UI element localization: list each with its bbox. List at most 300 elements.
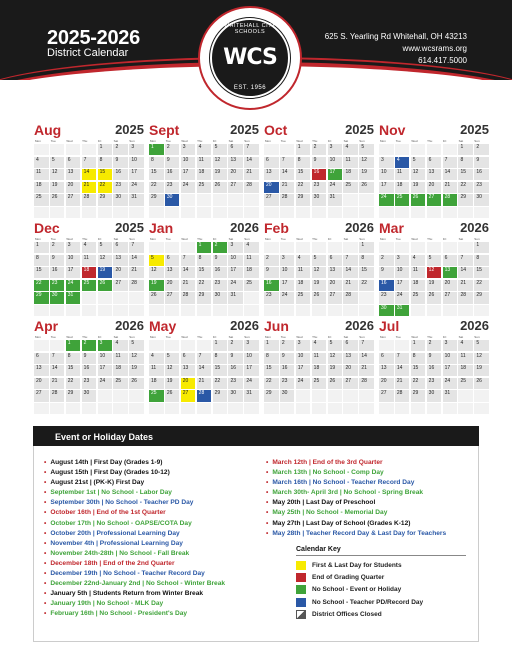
empty-cell bbox=[395, 207, 410, 218]
day-cell: 27 bbox=[443, 292, 458, 303]
empty-cell bbox=[411, 242, 426, 253]
empty-cell bbox=[165, 403, 180, 414]
day-cell: 29 bbox=[458, 194, 473, 205]
event-item: • December 22nd-January 2nd | No School - Winter Break bbox=[44, 579, 225, 589]
day-cell: 18 bbox=[82, 267, 97, 278]
day-cell: 4 bbox=[343, 144, 358, 155]
day-cell: 1 bbox=[98, 144, 113, 155]
day-cell: 7 bbox=[82, 157, 97, 168]
day-cell: 19 bbox=[98, 267, 113, 278]
day-cell: 11 bbox=[458, 353, 473, 364]
empty-cell bbox=[113, 207, 128, 218]
day-cell: 18 bbox=[244, 267, 259, 278]
empty-cell bbox=[328, 207, 343, 218]
day-cell: 15 bbox=[296, 169, 311, 180]
weekday-label: Fri bbox=[212, 237, 217, 241]
day-cell: 28 bbox=[395, 390, 410, 401]
day-cell: 15 bbox=[66, 365, 81, 376]
day-grid bbox=[149, 242, 259, 316]
day-cell: 7 bbox=[181, 255, 196, 266]
month-name: May bbox=[149, 318, 177, 334]
calendar-subtitle: District Calendar bbox=[47, 47, 129, 59]
weekday-label: Wed bbox=[411, 237, 418, 241]
day-cell: 15 bbox=[149, 169, 164, 180]
day-cell: 14 bbox=[197, 365, 212, 376]
day-cell: 12 bbox=[213, 157, 228, 168]
month-name: Aug bbox=[34, 122, 62, 138]
day-cell: 7 bbox=[443, 157, 458, 168]
day-cell: 24 bbox=[280, 292, 295, 303]
day-cell: 12 bbox=[411, 169, 426, 180]
day-cell: 20 bbox=[165, 280, 180, 291]
key-item bbox=[296, 596, 466, 608]
phone-number: 614.417.5000 bbox=[418, 56, 467, 65]
day-cell: 23 bbox=[165, 182, 180, 193]
empty-cell bbox=[197, 207, 212, 218]
day-cell: 12 bbox=[149, 267, 164, 278]
day-cell: 2 bbox=[113, 144, 128, 155]
day-cell: 31 bbox=[228, 292, 243, 303]
empty-cell bbox=[264, 242, 279, 253]
month-name: Jun bbox=[264, 318, 289, 334]
empty-cell bbox=[34, 305, 49, 316]
month-year: 2026 bbox=[230, 318, 259, 333]
empty-cell bbox=[427, 242, 442, 253]
day-cell: 6 bbox=[264, 157, 279, 168]
month-sept bbox=[149, 122, 259, 201]
empty-cell bbox=[149, 305, 164, 316]
empty-cell bbox=[296, 403, 311, 414]
empty-cell bbox=[244, 194, 259, 205]
empty-cell bbox=[280, 144, 295, 155]
day-cell: 4 bbox=[395, 157, 410, 168]
day-cell: 31 bbox=[328, 194, 343, 205]
weekday-label: Sun bbox=[129, 335, 135, 339]
day-cell: 3 bbox=[244, 340, 259, 351]
day-cell: 25 bbox=[244, 280, 259, 291]
day-cell: 30 bbox=[379, 305, 394, 316]
day-cell: 10 bbox=[244, 353, 259, 364]
empty-cell bbox=[359, 207, 374, 218]
day-cell: 7 bbox=[343, 255, 358, 266]
day-cell: 25 bbox=[296, 292, 311, 303]
month-year: 2026 bbox=[115, 318, 144, 333]
weekday-label: Sun bbox=[244, 139, 250, 143]
day-cell: 10 bbox=[443, 353, 458, 364]
day-cell: 13 bbox=[165, 267, 180, 278]
day-cell: 28 bbox=[458, 292, 473, 303]
empty-cell bbox=[82, 403, 97, 414]
day-cell: 30 bbox=[427, 390, 442, 401]
day-cell: 9 bbox=[113, 157, 128, 168]
day-cell: 16 bbox=[379, 280, 394, 291]
month-jul bbox=[379, 318, 489, 397]
day-cell: 3 bbox=[296, 340, 311, 351]
empty-cell bbox=[427, 305, 442, 316]
day-cell: 18 bbox=[34, 182, 49, 193]
empty-cell bbox=[82, 305, 97, 316]
day-cell: 15 bbox=[34, 267, 49, 278]
day-cell: 31 bbox=[443, 390, 458, 401]
empty-cell bbox=[395, 340, 410, 351]
day-cell: 22 bbox=[359, 280, 374, 291]
day-cell: 3 bbox=[443, 340, 458, 351]
day-cell: 25 bbox=[312, 378, 327, 389]
empty-cell bbox=[98, 292, 113, 303]
weekday-label: Fri bbox=[212, 335, 217, 339]
day-cell: 24 bbox=[228, 280, 243, 291]
day-cell: 27 bbox=[379, 390, 394, 401]
day-cell: 3 bbox=[395, 255, 410, 266]
weekday-label: Thu bbox=[197, 335, 203, 339]
day-cell: 9 bbox=[50, 255, 65, 266]
empty-cell bbox=[213, 403, 228, 414]
day-cell: 17 bbox=[98, 365, 113, 376]
day-cell: 11 bbox=[312, 353, 327, 364]
day-cell: 7 bbox=[359, 340, 374, 351]
month-year: 2026 bbox=[345, 318, 374, 333]
day-cell: 21 bbox=[197, 378, 212, 389]
day-cell: 9 bbox=[165, 157, 180, 168]
day-cell: 11 bbox=[34, 169, 49, 180]
day-cell: 17 bbox=[280, 280, 295, 291]
day-cell: 5 bbox=[98, 242, 113, 253]
day-cell: 3 bbox=[66, 242, 81, 253]
empty-cell bbox=[296, 390, 311, 401]
day-cell: 29 bbox=[264, 390, 279, 401]
weekday-label: Fri bbox=[97, 139, 102, 143]
month-name: Jul bbox=[379, 318, 400, 334]
empty-cell bbox=[427, 207, 442, 218]
empty-cell bbox=[129, 207, 144, 218]
empty-cell bbox=[34, 340, 49, 351]
empty-cell bbox=[395, 242, 410, 253]
empty-cell bbox=[244, 305, 259, 316]
day-cell: 11 bbox=[411, 267, 426, 278]
empty-cell bbox=[458, 403, 473, 414]
empty-cell bbox=[359, 305, 374, 316]
weekday-label: Sat bbox=[343, 139, 349, 143]
empty-cell bbox=[474, 207, 489, 218]
month-year: 2026 bbox=[345, 220, 374, 235]
day-cell: 12 bbox=[98, 255, 113, 266]
weekday-label: Thu bbox=[427, 335, 433, 339]
month-name: Mar bbox=[379, 220, 404, 236]
empty-cell bbox=[343, 194, 358, 205]
month-year: 2025 bbox=[115, 122, 144, 137]
day-cell: 24 bbox=[98, 378, 113, 389]
weekday-label: Fri bbox=[442, 139, 447, 143]
address-text: 625 S. Yearling Rd Whitehall, OH 43213 bbox=[324, 32, 467, 41]
weekday-label: Thu bbox=[312, 335, 318, 339]
day-cell: 11 bbox=[82, 255, 97, 266]
empty-cell bbox=[264, 207, 279, 218]
day-cell: 8 bbox=[197, 255, 212, 266]
day-cell: 6 bbox=[34, 353, 49, 364]
weekday-label: Thu bbox=[312, 139, 318, 143]
day-cell: 10 bbox=[98, 353, 113, 364]
weekday-label: Fri bbox=[327, 335, 332, 339]
day-cell: 13 bbox=[113, 255, 128, 266]
day-cell: 11 bbox=[244, 255, 259, 266]
month-name: Oct bbox=[264, 122, 288, 138]
weekday-label: Sat bbox=[228, 139, 234, 143]
day-cell: 31 bbox=[244, 390, 259, 401]
weekday-label: Wed bbox=[181, 139, 188, 143]
day-cell: 28 bbox=[359, 378, 374, 389]
day-cell: 2 bbox=[213, 242, 228, 253]
month-header bbox=[149, 220, 259, 236]
event-item: • September 30th | No School - Teacher PD Day bbox=[44, 498, 225, 508]
day-cell: 24 bbox=[443, 378, 458, 389]
empty-cell bbox=[427, 403, 442, 414]
day-cell: 25 bbox=[82, 280, 97, 291]
month-name: Dec bbox=[34, 220, 60, 236]
day-cell: 23 bbox=[280, 378, 295, 389]
day-cell: 10 bbox=[395, 267, 410, 278]
day-cell: 25 bbox=[113, 378, 128, 389]
day-cell: 7 bbox=[129, 242, 144, 253]
event-item: • May 27th | Last Day of School (Grades K-12) bbox=[266, 519, 446, 529]
day-cell: 10 bbox=[280, 267, 295, 278]
day-cell: 11 bbox=[296, 267, 311, 278]
day-cell: 2 bbox=[474, 144, 489, 155]
day-cell: 22 bbox=[34, 280, 49, 291]
day-cell: 5 bbox=[359, 144, 374, 155]
day-cell: 27 bbox=[34, 390, 49, 401]
day-cell: 2 bbox=[379, 255, 394, 266]
day-cell: 13 bbox=[34, 365, 49, 376]
day-cell: 28 bbox=[280, 194, 295, 205]
day-cell: 21 bbox=[129, 267, 144, 278]
website-link[interactable]: www.wcsrams.org bbox=[402, 44, 467, 53]
day-cell: 26 bbox=[213, 182, 228, 193]
empty-cell bbox=[359, 194, 374, 205]
weekday-label: Sat bbox=[113, 335, 119, 339]
empty-cell bbox=[244, 403, 259, 414]
empty-cell bbox=[458, 305, 473, 316]
day-cell: 7 bbox=[395, 353, 410, 364]
weekday-label: Mon bbox=[265, 139, 271, 143]
empty-cell bbox=[113, 390, 128, 401]
day-cell: 2 bbox=[312, 144, 327, 155]
day-cell: 6 bbox=[113, 242, 128, 253]
day-cell: 29 bbox=[66, 390, 81, 401]
day-cell: 14 bbox=[82, 169, 97, 180]
empty-cell bbox=[328, 305, 343, 316]
day-cell: 10 bbox=[228, 255, 243, 266]
month-jun bbox=[264, 318, 374, 397]
day-cell: 20 bbox=[443, 280, 458, 291]
empty-cell bbox=[474, 390, 489, 401]
month-header bbox=[34, 318, 144, 334]
day-cell: 18 bbox=[411, 280, 426, 291]
empty-cell bbox=[312, 403, 327, 414]
empty-cell bbox=[113, 403, 128, 414]
weekday-label: Tue bbox=[165, 335, 171, 339]
day-grid bbox=[34, 144, 144, 218]
logo-seal bbox=[210, 18, 290, 98]
day-cell: 8 bbox=[213, 353, 228, 364]
weekday-label: Thu bbox=[197, 237, 203, 241]
day-cell: 14 bbox=[280, 169, 295, 180]
month-year: 2025 bbox=[345, 122, 374, 137]
empty-cell bbox=[213, 194, 228, 205]
day-cell: 23 bbox=[213, 280, 228, 291]
events-header: Event or Holiday Dates bbox=[33, 426, 479, 446]
day-cell: 4 bbox=[82, 242, 97, 253]
day-cell: 9 bbox=[213, 255, 228, 266]
day-cell: 19 bbox=[312, 280, 327, 291]
day-cell: 21 bbox=[359, 365, 374, 376]
weekday-label: Mon bbox=[150, 139, 156, 143]
key-swatch-icon bbox=[296, 598, 306, 607]
weekday-label: Sat bbox=[113, 237, 119, 241]
day-cell: 12 bbox=[129, 353, 144, 364]
key-label: End of Grading Quarter bbox=[312, 573, 385, 581]
day-cell: 7 bbox=[197, 353, 212, 364]
day-cell: 27 bbox=[66, 194, 81, 205]
day-cell: 13 bbox=[228, 157, 243, 168]
day-cell: 26 bbox=[328, 378, 343, 389]
day-cell: 12 bbox=[312, 267, 327, 278]
day-cell: 19 bbox=[129, 365, 144, 376]
day-cell: 2 bbox=[165, 144, 180, 155]
key-item bbox=[296, 584, 466, 596]
month-name: Apr bbox=[34, 318, 59, 334]
day-cell: 1 bbox=[34, 242, 49, 253]
empty-cell bbox=[264, 305, 279, 316]
weekday-label: Wed bbox=[411, 139, 418, 143]
empty-cell bbox=[296, 207, 311, 218]
month-header bbox=[149, 318, 259, 334]
day-cell: 20 bbox=[328, 280, 343, 291]
weekday-label: Wed bbox=[296, 237, 303, 241]
day-cell: 24 bbox=[296, 378, 311, 389]
empty-cell bbox=[98, 305, 113, 316]
day-cell: 8 bbox=[66, 353, 81, 364]
day-cell: 14 bbox=[181, 267, 196, 278]
contact-info bbox=[325, 31, 467, 67]
empty-cell bbox=[165, 340, 180, 351]
day-grid bbox=[264, 242, 374, 316]
day-cell: 6 bbox=[443, 255, 458, 266]
empty-cell bbox=[244, 207, 259, 218]
month-name: Feb bbox=[264, 220, 289, 236]
day-cell: 17 bbox=[181, 169, 196, 180]
weekday-label: Tue bbox=[165, 139, 171, 143]
day-cell: 25 bbox=[34, 194, 49, 205]
day-cell: 28 bbox=[129, 280, 144, 291]
day-cell: 23 bbox=[228, 378, 243, 389]
day-cell: 8 bbox=[264, 353, 279, 364]
empty-cell bbox=[197, 194, 212, 205]
day-cell: 6 bbox=[165, 255, 180, 266]
day-cell: 29 bbox=[197, 292, 212, 303]
weekday-label: Mon bbox=[265, 335, 271, 339]
day-cell: 4 bbox=[312, 340, 327, 351]
month-header bbox=[379, 122, 489, 138]
empty-cell bbox=[312, 305, 327, 316]
day-cell: 23 bbox=[82, 378, 97, 389]
weekday-label: Wed bbox=[181, 335, 188, 339]
empty-cell bbox=[113, 305, 128, 316]
empty-cell bbox=[328, 403, 343, 414]
weekday-label: Sun bbox=[359, 237, 365, 241]
event-item: • October 17th | No School - OAPSE/COTA Day bbox=[44, 519, 225, 529]
month-year: 2026 bbox=[230, 220, 259, 235]
day-cell: 24 bbox=[244, 378, 259, 389]
event-item: • March 13th | No School - Comp Day bbox=[266, 468, 446, 478]
day-cell: 16 bbox=[113, 169, 128, 180]
calendar-key-title: Calendar Key bbox=[296, 546, 466, 556]
weekday-label: Tue bbox=[165, 237, 171, 241]
weekday-label: Wed bbox=[181, 237, 188, 241]
empty-cell bbox=[312, 390, 327, 401]
day-cell: 30 bbox=[113, 194, 128, 205]
day-cell: 6 bbox=[328, 255, 343, 266]
month-year: 2026 bbox=[460, 318, 489, 333]
day-cell: 30 bbox=[228, 390, 243, 401]
key-item bbox=[296, 608, 466, 620]
day-cell: 19 bbox=[50, 182, 65, 193]
day-cell: 24 bbox=[395, 292, 410, 303]
empty-cell bbox=[165, 242, 180, 253]
month-feb bbox=[264, 220, 374, 299]
day-cell: 20 bbox=[427, 182, 442, 193]
day-cell: 21 bbox=[458, 280, 473, 291]
day-cell: 29 bbox=[34, 292, 49, 303]
day-cell: 13 bbox=[443, 267, 458, 278]
weekday-label: Tue bbox=[50, 335, 56, 339]
day-cell: 16 bbox=[427, 365, 442, 376]
day-cell: 7 bbox=[244, 144, 259, 155]
day-cell: 26 bbox=[411, 194, 426, 205]
day-cell: 1 bbox=[149, 144, 164, 155]
key-swatch-icon bbox=[296, 561, 306, 570]
month-nov bbox=[379, 122, 489, 201]
day-cell: 16 bbox=[228, 365, 243, 376]
key-label: First & Last Day for Students bbox=[312, 561, 402, 569]
empty-cell bbox=[228, 194, 243, 205]
day-cell: 4 bbox=[34, 157, 49, 168]
day-cell: 4 bbox=[197, 144, 212, 155]
weekday-label: Wed bbox=[66, 139, 73, 143]
empty-cell bbox=[411, 403, 426, 414]
month-year: 2026 bbox=[460, 220, 489, 235]
month-header bbox=[34, 220, 144, 236]
empty-cell bbox=[149, 242, 164, 253]
day-cell: 2 bbox=[228, 340, 243, 351]
day-cell: 17 bbox=[244, 365, 259, 376]
calendar-year-title: 2025-2026 bbox=[47, 27, 140, 49]
day-cell: 4 bbox=[244, 242, 259, 253]
event-item: • May 25th | No School - Memorial Day bbox=[266, 508, 446, 518]
month-header bbox=[379, 318, 489, 334]
events-list-right bbox=[266, 458, 446, 539]
day-cell: 25 bbox=[149, 390, 164, 401]
day-cell: 7 bbox=[280, 157, 295, 168]
empty-cell bbox=[280, 403, 295, 414]
empty-cell bbox=[359, 292, 374, 303]
empty-cell bbox=[458, 242, 473, 253]
day-cell: 15 bbox=[98, 169, 113, 180]
day-cell: 3 bbox=[181, 144, 196, 155]
day-cell: 28 bbox=[181, 292, 196, 303]
empty-cell bbox=[82, 144, 97, 155]
event-item: • March 30th- April 3rd | No School - Spring Break bbox=[266, 488, 446, 498]
day-cell: 22 bbox=[213, 378, 228, 389]
